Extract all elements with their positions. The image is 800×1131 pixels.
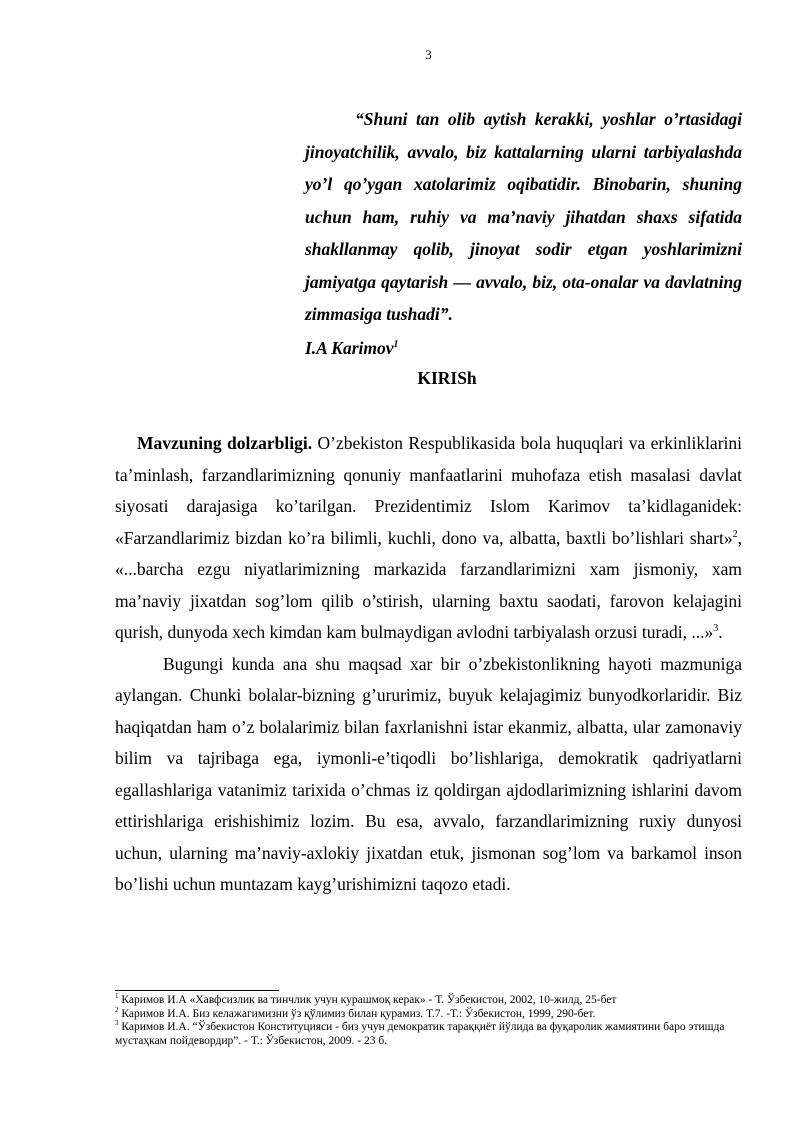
epigraph-quote: “Shuni tan olib aytish kerakki, yoshlar o’rtasidagi jinoyatchilik, avvalo, biz kattalarning ularni tarbiyalashda yo’l qo’ygan xatolarimiz oqibatidir. Binobarin, shuning uchun ham, ruhiy va ma’naviy jihatdan shaxs sifatida shakllanmay qolib, jinoyat sodir etgan yoshlarimizni jamiyatga qaytarish — avvalo, biz, ota-onalar va davlatning zimmasiga tushadi”. (305, 109, 742, 324)
paragraph-1-text-c: . (718, 622, 723, 642)
footnote-3 (115, 1021, 742, 1048)
epigraph-author-name: I.A Karimov (305, 337, 394, 358)
footnote-mark-2: 2 (115, 1005, 119, 1014)
epigraph-author (305, 332, 742, 365)
footnote-ref-1[interactable]: 1 (393, 338, 399, 350)
paragraph-1-text-b: , «...barcha ezgu niyatlarimizning markazida farzandlarimizni xam jismoniy, xam ma’naviy jixatdan sog’lom qilib o’stirish, ularning baxtu saodati, farovon kelajagini qurish, dunyoda xech kimdan kam bulmaydigan avlodni tarbiyalash orzusi turadi, ...» (115, 527, 742, 642)
footnote-text-2: Каримов И.А. Биз келажагимизни ўз қўлимиз билан қурамиз. Т.7. -Т.: Ўзбекистон, 1999, 290-бет. (118, 1007, 596, 1020)
footnote-mark-3: 3 (115, 1019, 119, 1028)
footnote-ref-2[interactable]: 2 (732, 528, 738, 540)
paragraph-1-text-a: O’zbekiston Respublikasida bola huquqlari va erkinliklarini ta’minlash, farzandlarimizning qonuniy manfaatlarini muhofaza etish masalasi davlat siyosati darajasiga ko’tarilgan. Prezidentimiz Islom Karimov ta’kidlaganidek: «Farzandlarimiz bizdan ko’ra bilimli, kuchli, dono va, albatta, baxtli bo’lishlari shart» (115, 433, 743, 548)
section-heading: KIRISh (417, 368, 477, 388)
page-number: 3 (425, 47, 432, 62)
footnote-ref-3[interactable]: 3 (713, 623, 719, 635)
footnote-mark-1: 1 (115, 992, 119, 1001)
paragraph-1 (115, 428, 742, 649)
footnote-text-1: Каримов И.А «Хавфсизлик ва тинчлик учун курашмоқ керак» - Т. Ўзбекистон, 2002, 10-жилд, 25-бет (118, 994, 617, 1006)
footnote-1 (115, 994, 742, 1008)
footnote-text-3: Каримов И.А. “Ўзбекистон Конституцияси - биз учун демократик тараққиёт йўлида ва фуқаролик жамиятини баро этишда мустаҳкам пойдевордир”. - Т.: Ўзбекистон, 2009. - 23 б. (115, 1021, 725, 1047)
body-text (115, 428, 742, 901)
footnote-separator (115, 990, 279, 991)
footnote-2 (115, 1005, 742, 1022)
footnotes (115, 994, 742, 1048)
paragraph-2: Bugungi kunda ana shu maqsad xar bir o’zbekistonlikning hayoti mazmuniga aylangan. Chunki bolalar-bizning g’ururimiz, buyuk kelajagimiz bunyodkorlaridir. Biz haqiqatdan ham o’z bolalarimiz bilan faxrlanishni istar ekanmiz, albatta, ular zamonaviy bilim va tajribaga ega, iymonli-e’tiqodli bo’lishlariga, demokratik qadriyatlarni egallashlariga vatanimiz tarixida o’chmas iz qoldirgan ajdodlarimizning ishlarini davom ettirishlariga erishishimiz lozim. Bu esa, avvalo, farzandlarimizning ruxiy dunyosi uchun, ularning ma’naviy-axlokiy jixatdan etuk, jismonan sog’lom va barkamol inson bo’lishi uchun muntazam kayg’urishimizni taqozo etadi. (115, 653, 742, 894)
paragraph-lead: Mavzuning dolzarbligi. (137, 433, 313, 453)
epigraph (305, 103, 742, 364)
